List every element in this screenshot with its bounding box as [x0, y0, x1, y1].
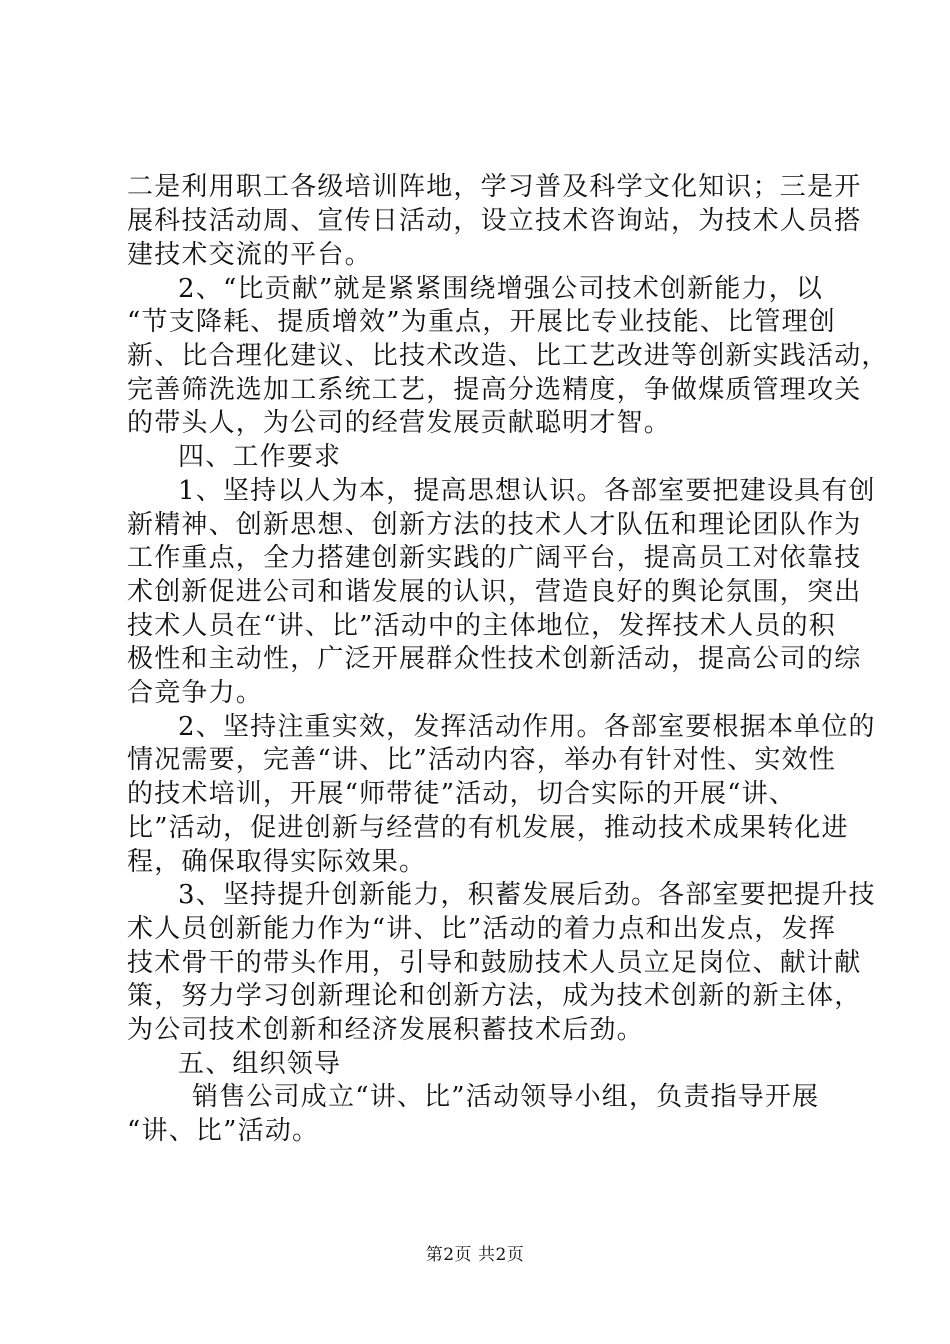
section-heading: 五、组织领导 [178, 1049, 342, 1079]
text-line: 技术骨干的带头作用，引导和鼓励技术人员立足岗位、献计献 [127, 948, 862, 978]
text-line: 新精神、创新思想、创新方法的技术人才队伍和理论团队作为 [127, 510, 862, 540]
text-line: 建技术交流的平台。 [127, 240, 372, 270]
text-line: 新、比合理化建议、比技术改造、比工艺改进等创新实践活动， [127, 341, 889, 371]
text-line: 完善筛洗选加工系统工艺，提高分选精度，争做煤质管理攻关 [127, 375, 862, 405]
section-heading: 四、工作要求 [178, 442, 342, 472]
text-line: 2、坚持注重实效，发挥活动作用。各部室要根据本单位的 [178, 712, 876, 742]
text-line: 3、坚持提升创新能力，积蓄发展后劲。各部室要把提升技 [178, 880, 876, 910]
text-line: 策，努力学习创新理论和创新方法，成为技术创新的新主体， [127, 981, 862, 1011]
page-number-footer: 第2页 共2页 [425, 1245, 525, 1265]
text-line: 极性和主动性，广泛开展群众性技术创新活动，提高公司的综 [127, 644, 862, 674]
text-line: 为公司技术创新和经济发展积蓄技术后劲。 [127, 1015, 644, 1045]
text-line: 术创新促进公司和谐发展的认识，营造良好的舆论氛围，突出 [127, 577, 862, 607]
text-line: 的技术培训，开展“师带徒”活动，切合实际的开展“讲、 [127, 779, 797, 809]
text-line: 比”活动，促进创新与经营的有机发展，推动技术成果转化进 [127, 813, 849, 843]
text-line: 2、“比贡献”就是紧紧围绕增强公司技术创新能力，以 [178, 274, 824, 304]
text-line: 的带头人，为公司的经营发展贡献聪明才智。 [127, 408, 672, 438]
text-line: 展科技活动周、宣传日活动，设立技术咨询站，为技术人员搭 [127, 206, 862, 236]
text-line: 工作重点，全力搭建创新实践的广阔平台，提高员工对依靠技 [127, 543, 862, 573]
text-line: 情况需要，完善“讲、比”活动内容，举办有针对性、实效性 [127, 745, 836, 775]
text-line: 1、坚持以人为本，提高思想认识。各部室要把建设具有创 [178, 476, 876, 506]
text-line: 销售公司成立“讲、比”活动领导小组，负责指导开展 [192, 1082, 820, 1112]
text-line: 合竞争力。 [127, 678, 264, 708]
text-line: “讲、比”活动。 [127, 1116, 320, 1146]
text-line: 二是利用职工各级培训阵地，学习普及科学文化知识；三是开 [127, 172, 862, 202]
text-line: “节支降耗、提质增效”为重点，开展比专业技能、比管理创 [127, 307, 836, 337]
text-line: 程，确保取得实际效果。 [127, 847, 427, 877]
text-line: 技术人员在“讲、比”活动中的主体地位，发挥技术人员的积 [127, 611, 836, 641]
text-line: 术人员创新能力作为“讲、比”活动的着力点和出发点，发挥 [127, 914, 836, 944]
